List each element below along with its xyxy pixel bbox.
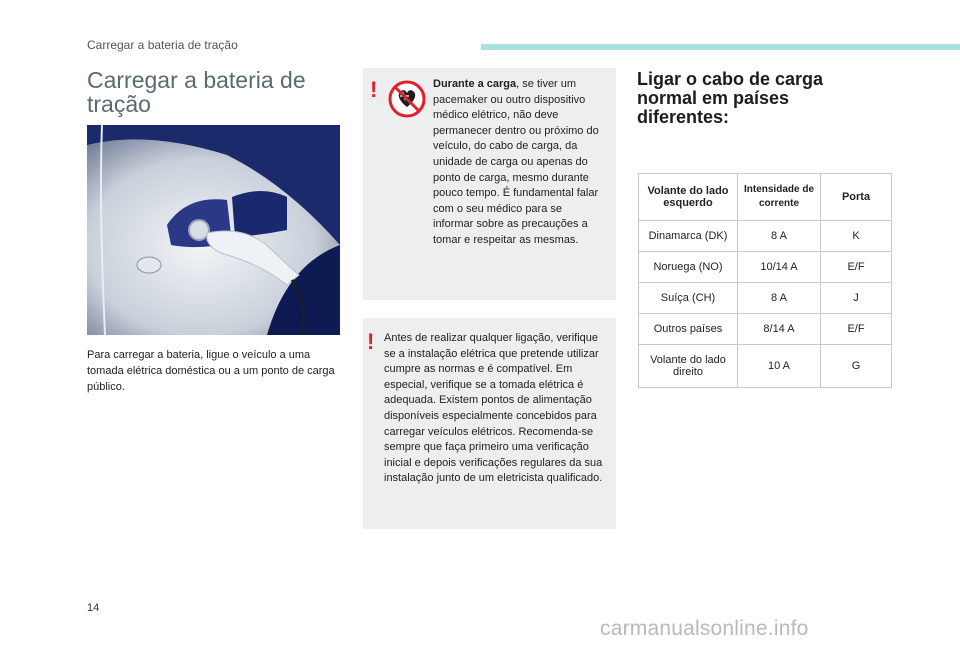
table-cell: Volante do lado direito bbox=[639, 345, 738, 388]
table-row bbox=[639, 283, 892, 314]
table-cell: E/F bbox=[821, 314, 892, 345]
running-header: Carregar a bateria de tração bbox=[87, 38, 238, 52]
section-heading: Ligar o cabo de carga normal em países diferentes: bbox=[637, 69, 824, 127]
warning-mark: ! bbox=[370, 77, 378, 102]
table-cell: J bbox=[821, 283, 892, 314]
table-row bbox=[639, 345, 892, 388]
page-title: Carregar a bateria de tração bbox=[87, 67, 306, 117]
table-row bbox=[639, 252, 892, 283]
table-cell: Noruega (NO) bbox=[639, 252, 738, 283]
no-pacemaker-icon bbox=[388, 80, 426, 118]
table-cell: 8 A bbox=[738, 283, 821, 314]
table-cell: Outros países bbox=[639, 314, 738, 345]
table-cell: 8 A bbox=[738, 221, 821, 252]
warning-text-pacemaker bbox=[433, 77, 603, 249]
table-cell: 10/14 A bbox=[738, 252, 821, 283]
table-header-cell: Porta bbox=[821, 174, 892, 221]
table-cell: 10 A bbox=[738, 345, 821, 388]
ev-charging-port-photo bbox=[87, 125, 340, 335]
table-header-cell: Intensidade de corrente bbox=[738, 174, 821, 221]
table-cell: 8/14 A bbox=[738, 314, 821, 345]
warning-text-installation: Antes de realizar qualquer ligação, verifique se a instalação elétrica que pretende utilizar cumpre as normas e é compatível. Em especial, verifique se a tomada elétrica é adequada. Existem pontos de alimentação disponíveis especialmente concebidos para carregar veículos elétricos. Recomenda-se sempre que faça primeiro uma verificação inicial e depois verificações regulares da sua instalação junto de um eletricista qualificado. bbox=[384, 332, 603, 485]
table-header-row bbox=[639, 174, 892, 221]
table-cell: K bbox=[821, 221, 892, 252]
header-accent-bar bbox=[481, 44, 960, 50]
warning-bold-lead: Durante a carga bbox=[433, 78, 517, 90]
warning-body: , se tiver um pacemaker ou outro dispositivo médico elétrico, não deve permanecer dentro ou próximo do veículo, do cabo de carga, da unidade de carga ou apenas do ponto de carga, mesmo durante pouco tempo. É fundamental falar com o seu médico para se informar sobre as precauções a tomar e respeitar as mesmas. bbox=[433, 78, 599, 246]
table-cell: Dinamarca (DK) bbox=[639, 221, 738, 252]
country-connector-table bbox=[638, 173, 892, 388]
intro-paragraph: Para carregar a bateria, ligue o veículo a uma tomada elétrica doméstica ou a um ponto de carga público. bbox=[87, 349, 335, 393]
table-cell: Suíça (CH) bbox=[639, 283, 738, 314]
table-cell: G bbox=[821, 345, 892, 388]
table-row bbox=[639, 314, 892, 345]
table-header-cell: Volante do lado esquerdo bbox=[639, 174, 738, 221]
warning-mark: ! bbox=[367, 329, 375, 354]
table-row bbox=[639, 221, 892, 252]
table-cell: E/F bbox=[821, 252, 892, 283]
page-number: 14 bbox=[87, 602, 100, 614]
watermark: carmanualsonline.info bbox=[600, 617, 809, 640]
